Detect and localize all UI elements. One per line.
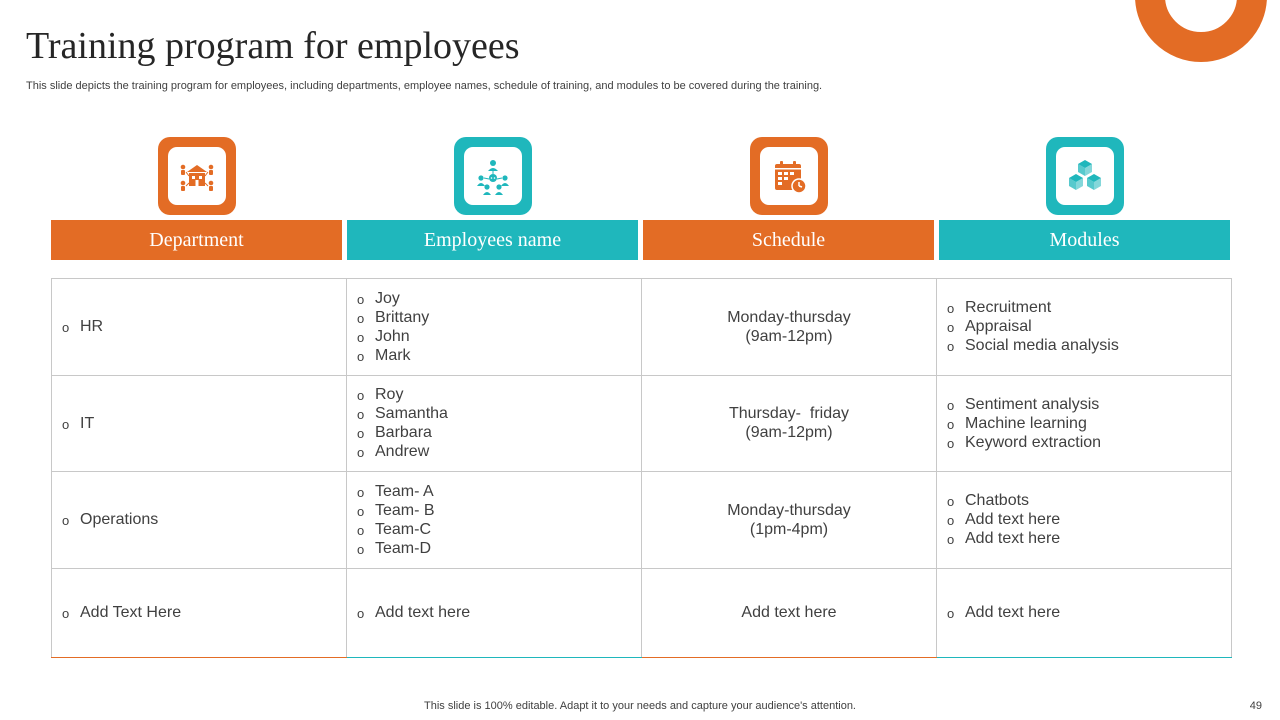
page-number: 49 xyxy=(1249,700,1262,712)
employee-item: o Mark xyxy=(357,346,641,365)
employees-cell xyxy=(347,472,642,569)
department-cell xyxy=(52,568,347,657)
slide-subtitle: This slide depicts the training program for employees, including departments, employee names, schedule of training, and modules to be covered during the training. xyxy=(26,80,823,92)
department-item: o Add Text Here xyxy=(62,603,346,622)
schedule-days: Add text here xyxy=(741,604,837,621)
module-item: o Add text here xyxy=(947,603,1231,622)
schedule-cell xyxy=(642,568,937,657)
schedule-days: Monday-thursday xyxy=(727,308,851,326)
employees-icon-box xyxy=(454,137,532,215)
employee-item: o Andrew xyxy=(357,442,641,461)
module-item: o Chatbots xyxy=(947,491,1231,510)
employees-cell xyxy=(347,279,642,376)
employee-item: o Joy xyxy=(357,289,641,308)
department-cell xyxy=(52,279,347,376)
modules-icon-box xyxy=(1046,137,1124,215)
schedule-hours: (9am-12pm) xyxy=(745,424,833,442)
employee-item: o Team-C xyxy=(357,520,641,539)
module-item: o Appraisal xyxy=(947,317,1231,336)
header-department: Department xyxy=(51,220,342,260)
module-item: o Add text here xyxy=(947,529,1231,548)
schedule-hours: (9am-12pm) xyxy=(745,327,833,345)
team-network-icon xyxy=(473,156,513,196)
employee-item: o Team-D xyxy=(357,539,641,558)
employee-item: o Roy xyxy=(357,385,641,404)
module-item: o Machine learning xyxy=(947,414,1231,433)
employee-item: o Barbara xyxy=(357,423,641,442)
training-table xyxy=(51,278,1232,658)
modules-cell xyxy=(937,375,1232,472)
employees-cell xyxy=(347,375,642,472)
organization-building-icon xyxy=(177,156,217,196)
department-cell xyxy=(52,472,347,569)
header-schedule: Schedule xyxy=(643,220,934,260)
table-row xyxy=(52,472,1232,569)
decorative-ring xyxy=(1135,0,1267,62)
header-employees-name: Employees name xyxy=(347,220,638,260)
calendar-clock-icon xyxy=(769,156,809,196)
employees-cell xyxy=(347,568,642,657)
schedule-hours: (1pm-4pm) xyxy=(749,520,829,538)
modules-cell xyxy=(937,279,1232,376)
department-cell xyxy=(52,375,347,472)
table-row xyxy=(52,568,1232,657)
employee-item: o Samantha xyxy=(357,404,641,423)
schedule-days: Thursday- friday xyxy=(728,405,850,423)
module-item: o Sentiment analysis xyxy=(947,395,1231,414)
modules-cell xyxy=(937,472,1232,569)
employee-item: o John xyxy=(357,327,641,346)
schedule-cell xyxy=(642,472,937,569)
schedule-icon-box xyxy=(750,137,828,215)
footer-note: This slide is 100% editable. Adapt it to your needs and capture your audience's attention. xyxy=(424,700,856,712)
cubes-modules-icon xyxy=(1065,156,1105,196)
schedule-cell xyxy=(642,375,937,472)
table-row xyxy=(52,279,1232,376)
department-item: o HR xyxy=(62,317,346,336)
employee-item: o Brittany xyxy=(357,308,641,327)
module-item: o Social media analysis xyxy=(947,336,1231,355)
schedule-days: Monday-thursday xyxy=(727,501,851,519)
department-item: o Operations xyxy=(62,510,346,529)
department-item: o IT xyxy=(62,414,346,433)
slide-title: Training program for employees xyxy=(26,25,520,67)
header-modules: Modules xyxy=(939,220,1230,260)
module-item: o Add text here xyxy=(947,510,1231,529)
module-item: o Keyword extraction xyxy=(947,433,1231,452)
employee-item: o Team- A xyxy=(357,482,641,501)
department-icon-box xyxy=(158,137,236,215)
employee-item: o Team- B xyxy=(357,501,641,520)
schedule-cell xyxy=(642,279,937,376)
employee-item: o Add text here xyxy=(357,603,641,622)
module-item: o Recruitment xyxy=(947,298,1231,317)
modules-cell xyxy=(937,568,1232,657)
table-row xyxy=(52,375,1232,472)
